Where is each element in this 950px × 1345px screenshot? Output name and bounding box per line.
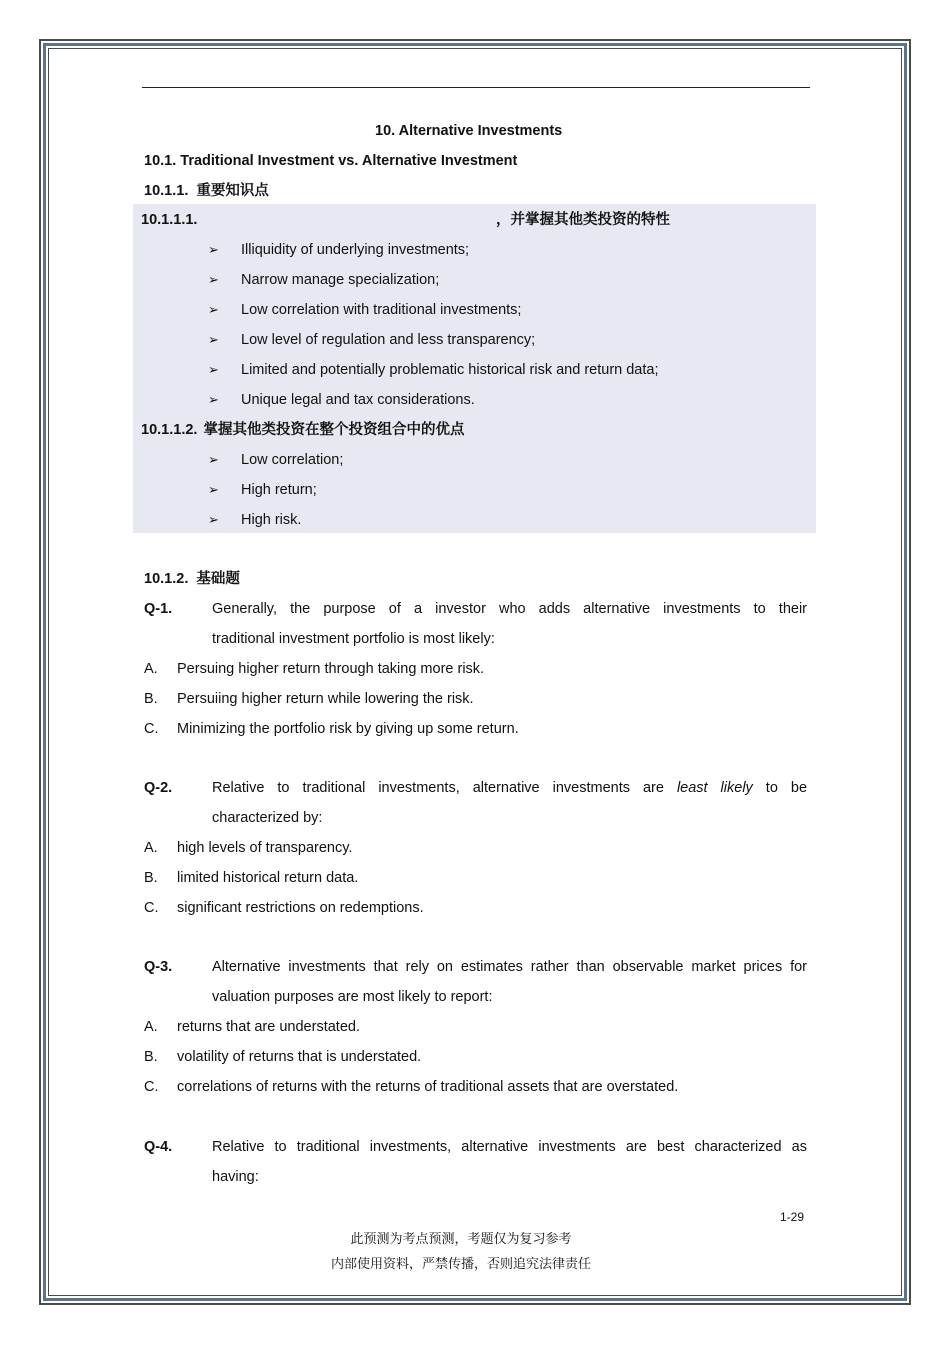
option-letter: A. (144, 661, 158, 677)
question-text-line: Generally, the purpose of a investor who adds alternative investments to their (212, 601, 807, 617)
bullet-item: Low correlation with traditional investments; (241, 302, 522, 318)
item-title: 掌握其他类投资在整个投资组合中的优点 (203, 422, 465, 438)
footer-disclaimer-2: 内部使用资料，严禁传播，否则追究法律责任 (330, 1257, 591, 1272)
question-text-part: to be (765, 780, 808, 796)
footer-disclaimer-1: 此预测为考点预测，考题仅为复习参考 (350, 1232, 572, 1247)
subsection-heading-key-points (144, 181, 269, 201)
bullet-item: Low level of regulation and less transparency; (241, 332, 536, 348)
option-letter: B. (144, 870, 158, 886)
option-letter: B. (144, 691, 158, 707)
question-text-part: Relative to traditional investments, alternative investments are (212, 780, 664, 796)
bullet-item: Narrow manage specialization; (241, 272, 440, 288)
item-number-10-1-1-1: 10.1.1.1. (141, 212, 198, 228)
question-text-line: valuation purposes are most likely to report: (212, 989, 493, 1005)
option-text: high levels of transparency. (177, 840, 353, 856)
option-text: Minimizing the portfolio risk by giving up some return. (177, 721, 519, 737)
option-text: Persuing higher return through taking more risk. (177, 661, 485, 677)
question-label: Q-1. (144, 601, 173, 617)
chapter-title: 10. Alternative Investments (375, 123, 563, 139)
arrowhead-bullet-icon: ➢ (208, 512, 219, 527)
arrowhead-bullet-icon: ➢ (208, 362, 219, 377)
arrowhead-bullet-icon: ➢ (208, 452, 219, 467)
arrowhead-bullet-icon: ➢ (208, 272, 219, 287)
bullet-item: Low correlation; (241, 452, 344, 468)
arrowhead-bullet-icon: ➢ (208, 332, 219, 347)
bullet-item: High risk. (241, 512, 302, 528)
option-letter: A. (144, 840, 158, 856)
question-text-line: having: (212, 1169, 259, 1185)
question-text-line: characterized by: (212, 810, 323, 826)
option-letter: B. (144, 1049, 158, 1065)
bullet-item: Illiquidity of underlying investments; (241, 242, 470, 258)
subsection-heading-basic-questions (144, 569, 240, 589)
question-text-line: Relative to traditional investments, alternative investments are best characterized as (212, 1139, 807, 1155)
section-heading: 10.1. Traditional Investment vs. Alternative Investment (144, 153, 518, 169)
option-letter: C. (144, 1079, 159, 1095)
arrowhead-bullet-icon: ➢ (208, 392, 219, 407)
arrowhead-bullet-icon: ➢ (208, 302, 219, 317)
item-number: 10.1.1.2. (141, 422, 198, 438)
option-letter: A. (144, 1019, 158, 1035)
question-emphasis: least likely (676, 780, 753, 796)
option-text: volatility of returns that is understated. (177, 1049, 422, 1065)
subsection-number: 10.1.2. (144, 571, 189, 587)
arrowhead-bullet-icon: ➢ (208, 482, 219, 497)
question-label: Q-2. (144, 780, 173, 796)
subsection-title: 基础题 (196, 571, 240, 587)
option-text: limited historical return data. (177, 870, 359, 886)
subsection-number: 10.1.1. (144, 183, 189, 199)
bullet-item: Limited and potentially problematic historical risk and return data; (241, 362, 659, 378)
bullet-item: Unique legal and tax considerations. (241, 392, 475, 408)
question-label: Q-3. (144, 959, 173, 975)
bullet-item: High return; (241, 482, 317, 498)
question-label: Q-4. (144, 1139, 173, 1155)
option-text: returns that are understated. (177, 1019, 360, 1035)
question-text-line: traditional investment portfolio is most likely: (212, 631, 495, 647)
option-text: Persuiing higher return while lowering the risk. (177, 691, 474, 707)
option-text: correlations of returns with the returns of traditional assets that are overstated. (177, 1079, 679, 1095)
item-heading-10-1-1-2 (141, 420, 464, 440)
header-rule (142, 87, 810, 88)
option-letter: C. (144, 900, 159, 916)
page-number: 1-29 (780, 1210, 805, 1224)
question-text-line (212, 773, 807, 803)
question-text-line: Alternative investments that rely on estimates rather than observable market prices for (212, 959, 807, 975)
arrowhead-bullet-icon: ➢ (208, 242, 219, 257)
option-letter: C. (144, 721, 159, 737)
item-title-10-1-1-1: ，并掌握其他类投资的特性 (496, 212, 670, 228)
option-text: significant restrictions on redemptions. (177, 900, 424, 916)
subsection-title: 重要知识点 (196, 183, 269, 199)
